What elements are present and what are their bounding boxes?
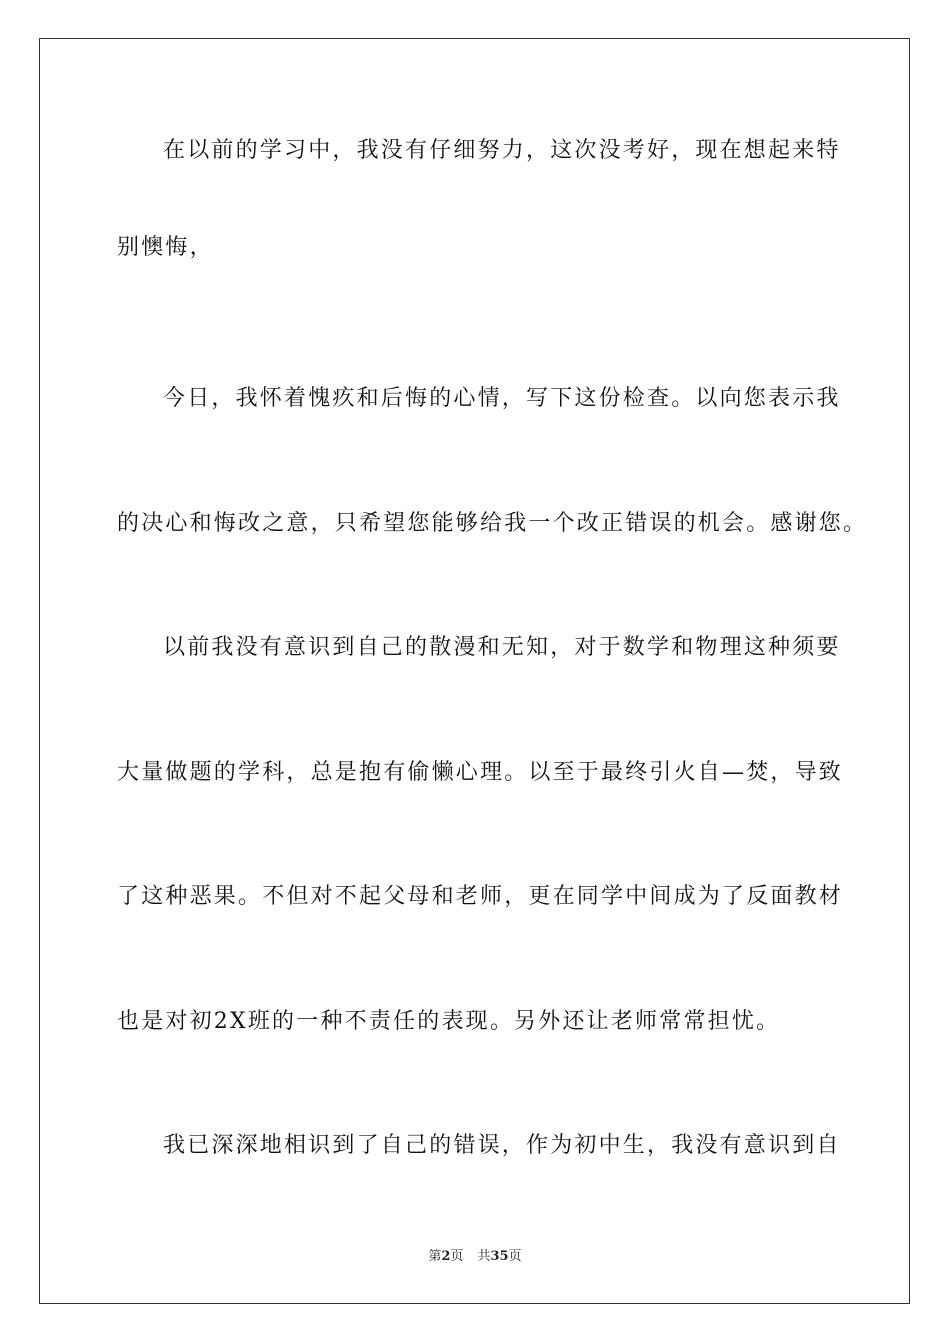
footer-page-prefix: 第 [428,1249,442,1264]
text-line-1: 在以前的学习中，我没有仔细努力，这次没考好，现在想起来特 [163,138,841,163]
footer-page-suffix: 页 [450,1249,464,1264]
text-line-9: 我已深深地相识到了自己的错误，作为初中生，我没有意识到自 [163,1133,841,1158]
text-line-3: 今日，我怀着愧疚和后悔的心情，写下这份检查。以向您表示我 [163,386,841,411]
text-line-7: 了这种恶果。不但对不起父母和老师，更在同学中间成为了反面教材 [117,884,844,909]
footer-total-pages: 35 [490,1249,509,1264]
footer-page-number: 2 [441,1249,451,1264]
text-line-8: 也是对初2X班的一种不责任的表现。另外还让老师常常担忧。 [117,1009,781,1034]
text-line-5: 以前我没有意识到自己的散漫和无知，对于数学和物理这种须要 [163,635,841,660]
text-line-6: 大量做题的学科，总是抱有偷懒心理。以至于最终引火自—焚，导致 [117,760,844,785]
footer-total-prefix: 共 [477,1249,491,1264]
page-border [39,38,910,1304]
text-line-2: 别懊悔， [117,235,214,260]
text-line-4: 的决心和悔改之意，只希望您能够给我一个改正错误的机会。感谢您。 [117,511,868,536]
page-footer [0,1248,950,1266]
footer-total-suffix: 页 [508,1249,522,1264]
